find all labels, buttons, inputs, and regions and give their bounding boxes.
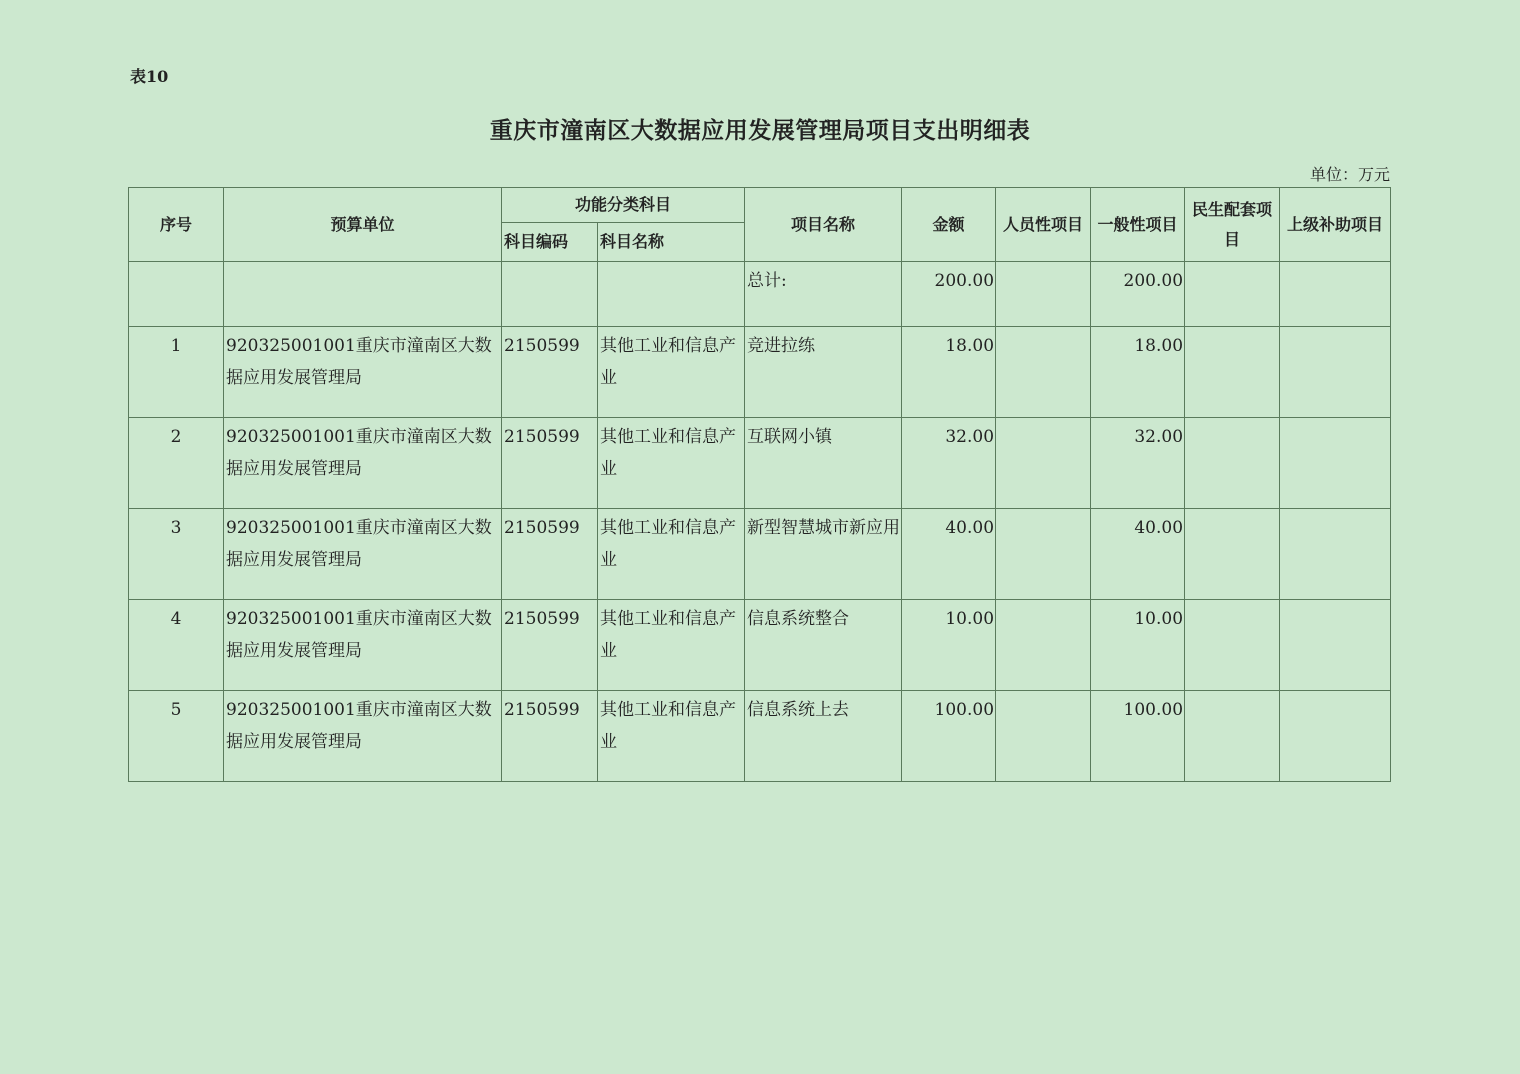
header-func-class: 功能分类科目 xyxy=(502,188,745,223)
page-title: 重庆市潼南区大数据应用发展管理局项目支出明细表 xyxy=(489,117,1031,144)
row-unit: 920325001001重庆市潼南区大数据应用发展管理局 xyxy=(224,327,502,418)
table-row xyxy=(129,691,1391,782)
row-general: 18.00 xyxy=(1091,327,1185,418)
total-general: 200.00 xyxy=(1091,262,1185,327)
row-amount: 40.00 xyxy=(902,509,996,600)
row-project: 竞进拉练 xyxy=(745,327,902,418)
row-code: 2150599 xyxy=(502,509,598,600)
total-amount: 200.00 xyxy=(902,262,996,327)
total-row xyxy=(129,262,1391,327)
row-unit: 920325001001重庆市潼南区大数据应用发展管理局 xyxy=(224,691,502,782)
row-general: 40.00 xyxy=(1091,509,1185,600)
row-unit: 920325001001重庆市潼南区大数据应用发展管理局 xyxy=(224,509,502,600)
row-subject: 其他工业和信息产业 xyxy=(598,691,745,782)
row-code: 2150599 xyxy=(502,418,598,509)
table-row xyxy=(129,418,1391,509)
header-personnel: 人员性项目 xyxy=(996,188,1091,262)
row-project: 信息系统上去 xyxy=(745,691,902,782)
header-seq: 序号 xyxy=(129,188,224,262)
project-expense-table xyxy=(128,187,1391,782)
row-seq: 5 xyxy=(129,691,224,782)
row-subject: 其他工业和信息产业 xyxy=(598,600,745,691)
header-subject-code: 科目编码 xyxy=(502,223,598,262)
table-row xyxy=(129,509,1391,600)
row-seq: 4 xyxy=(129,600,224,691)
header-project-name: 项目名称 xyxy=(745,188,902,262)
total-label: 总计: xyxy=(745,262,902,327)
row-general: 100.00 xyxy=(1091,691,1185,782)
row-amount: 32.00 xyxy=(902,418,996,509)
row-amount: 100.00 xyxy=(902,691,996,782)
row-code: 2150599 xyxy=(502,327,598,418)
row-project: 互联网小镇 xyxy=(745,418,902,509)
header-general: 一般性项目 xyxy=(1091,188,1185,262)
header-amount: 金额 xyxy=(902,188,996,262)
header-budget-unit: 预算单位 xyxy=(224,188,502,262)
row-unit: 920325001001重庆市潼南区大数据应用发展管理局 xyxy=(224,600,502,691)
table-row xyxy=(129,600,1391,691)
row-subject: 其他工业和信息产业 xyxy=(598,509,745,600)
row-seq: 3 xyxy=(129,509,224,600)
unit-label: 单位：万元 xyxy=(1309,165,1390,184)
table-row xyxy=(129,327,1391,418)
row-code: 2150599 xyxy=(502,600,598,691)
row-amount: 18.00 xyxy=(902,327,996,418)
header-superior: 上级补助项目 xyxy=(1280,188,1391,262)
row-code: 2150599 xyxy=(502,691,598,782)
header-livelihood: 民生配套项目 xyxy=(1185,188,1280,262)
header-subject-name: 科目名称 xyxy=(598,223,745,262)
table-label: 表10 xyxy=(130,67,169,86)
row-project: 信息系统整合 xyxy=(745,600,902,691)
row-subject: 其他工业和信息产业 xyxy=(598,418,745,509)
row-project: 新型智慧城市新应用 xyxy=(745,509,902,600)
row-amount: 10.00 xyxy=(902,600,996,691)
row-general: 10.00 xyxy=(1091,600,1185,691)
row-general: 32.00 xyxy=(1091,418,1185,509)
row-subject: 其他工业和信息产业 xyxy=(598,327,745,418)
row-seq: 1 xyxy=(129,327,224,418)
row-seq: 2 xyxy=(129,418,224,509)
row-unit: 920325001001重庆市潼南区大数据应用发展管理局 xyxy=(224,418,502,509)
